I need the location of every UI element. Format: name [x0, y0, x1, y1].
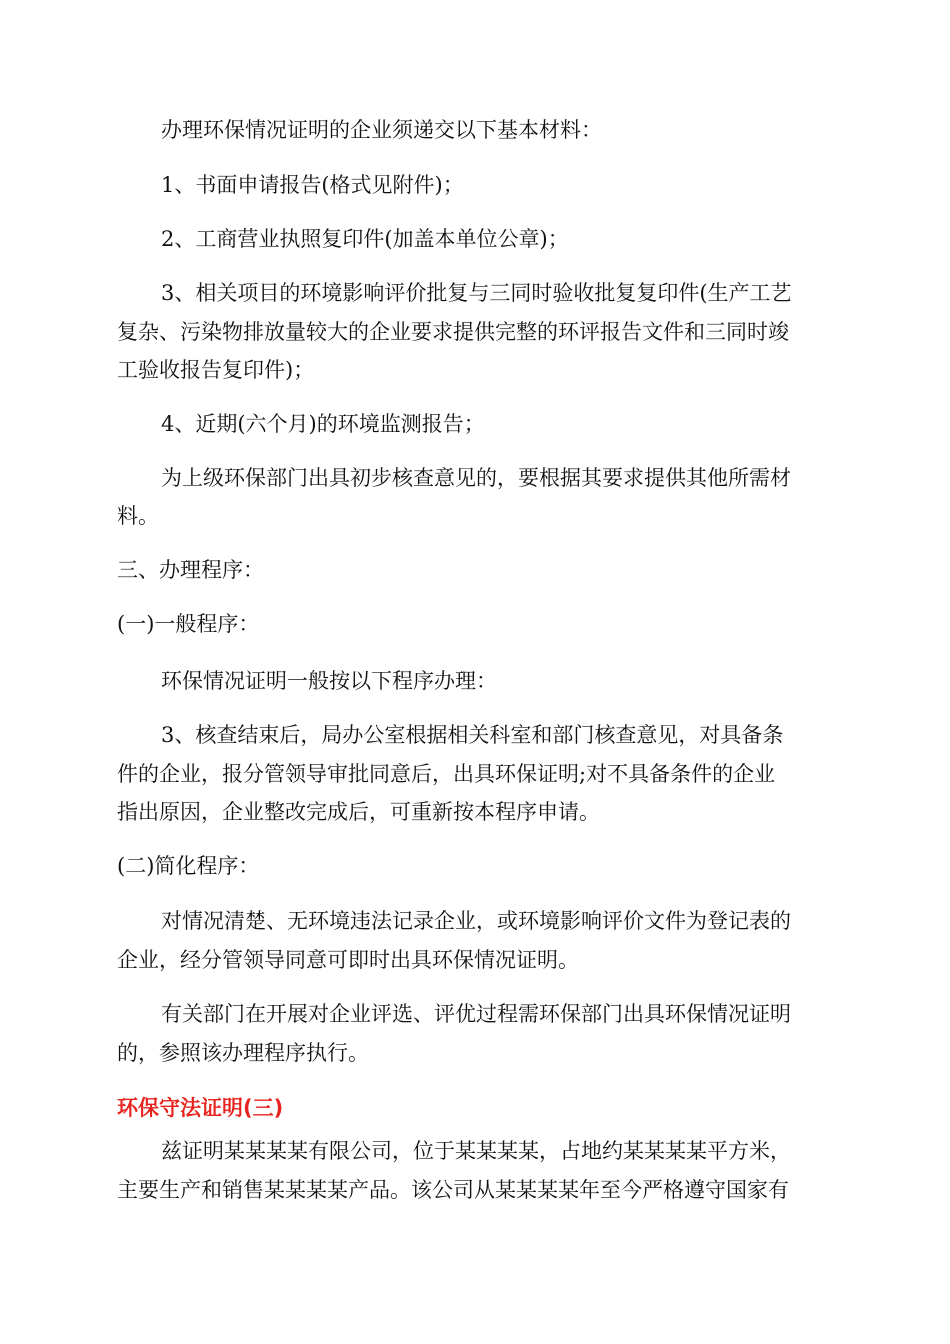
paragraph-step-3-line-3: 指出原因，企业整改完成后，可重新按本程序申请。 [117, 800, 600, 824]
list-item-3-line-2: 复杂、污染物排放量较大的企业要求提供完整的环评报告文件和三同时竣 [117, 320, 789, 344]
paragraph-step-3-line-2: 件的企业，报分管领导审批同意后，出具环保证明;对不具备条件的企业 [117, 762, 776, 786]
paragraph-upper-review-line-1: 为上级环保部门出具初步核查意见的，要根据其要求提供其他所需材 [161, 466, 791, 490]
paragraph-other-departments-line-2: 的，参照该办理程序执行。 [117, 1041, 369, 1065]
list-item-3-line-3: 工验收报告复印件)； [117, 358, 315, 382]
list-item-2: 2、工商营业执照复印件(加盖本单位公章)； [161, 227, 569, 251]
heading-general-procedure: (一)一般程序： [117, 612, 260, 636]
heading-procedure: 三、办理程序： [117, 558, 264, 582]
section-title: 环保守法证明(三) [117, 1096, 284, 1120]
paragraph-upper-review-line-2: 料。 [117, 504, 159, 528]
paragraph-simplified-line-1: 对情况清楚、无环境违法记录企业，或环境影响评价文件为登记表的 [161, 909, 791, 933]
list-item-4: 4、近期(六个月)的环境监测报告； [161, 412, 485, 436]
paragraph-step-3-line-1: 3、核查结束后，局办公室根据相关科室和部门核查意见，对具备条 [161, 723, 784, 747]
paragraph-other-departments-line-1: 有关部门在开展对企业评选、评优过程需环保部门出具环保情况证明 [161, 1002, 791, 1026]
paragraph-certificate-line-2: 主要生产和销售某某某某产品。该公司从某某某某年至今严格遵守国家有 [117, 1178, 789, 1202]
heading-simplified-procedure: (二)简化程序： [117, 854, 260, 878]
list-item-3-line-1: 3、相关项目的环境影响评价批复与三同时验收批复复印件(生产工艺 [161, 281, 792, 305]
paragraph-simplified-line-2: 企业，经分管领导同意可即时出具环保情况证明。 [117, 948, 579, 972]
paragraph-materials-intro: 办理环保情况证明的企业须递交以下基本材料： [161, 118, 602, 142]
list-item-1: 1、书面申请报告(格式见附件)； [161, 173, 464, 197]
paragraph-general-intro: 环保情况证明一般按以下程序办理： [161, 669, 497, 693]
paragraph-certificate-line-1: 兹证明某某某某有限公司，位于某某某某，占地约某某某某平方米， [161, 1139, 791, 1163]
